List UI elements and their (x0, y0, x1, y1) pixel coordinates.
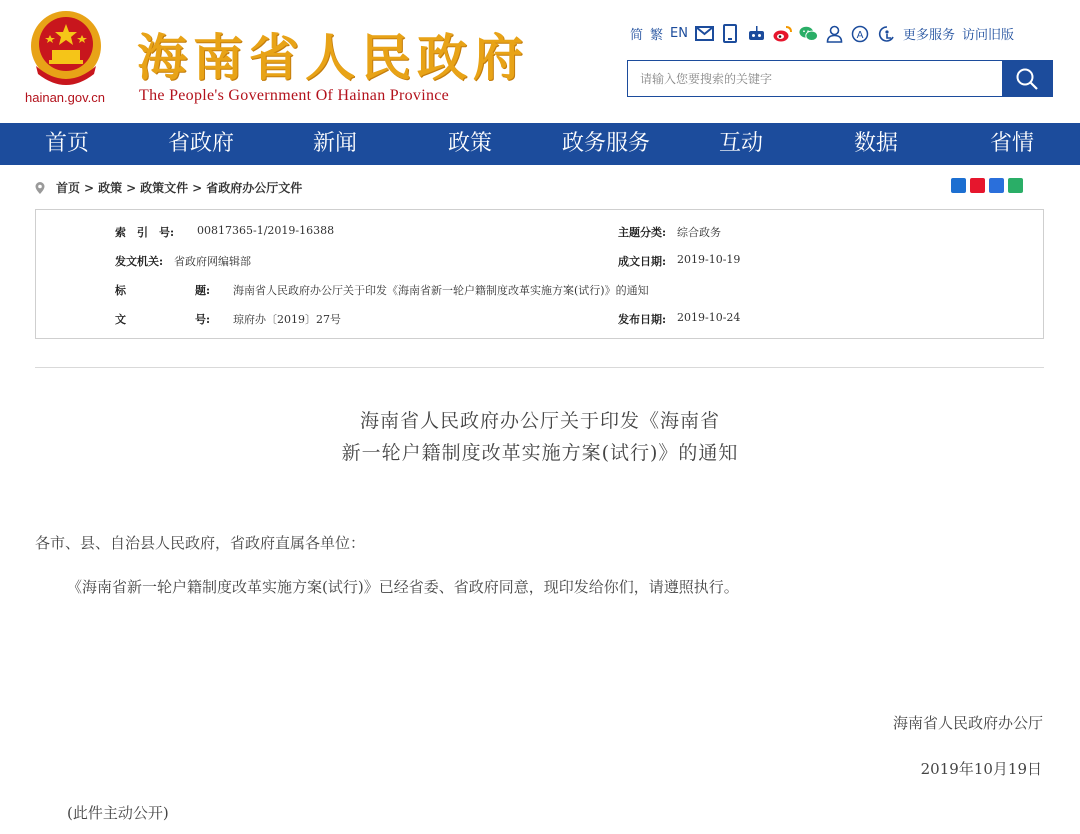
elderly-mode-icon[interactable] (877, 24, 896, 43)
breadcrumb-home[interactable]: 首页 (56, 181, 81, 195)
national-emblem-icon[interactable] (28, 8, 104, 88)
search-icon (1015, 67, 1039, 91)
breadcrumb-separator: > (126, 180, 137, 195)
robot-icon[interactable] (747, 24, 766, 43)
search-input[interactable] (628, 61, 1002, 96)
written-date-value: 2019-10-19 (677, 253, 741, 266)
accessibility-icon[interactable] (851, 24, 870, 43)
share-wechat-icon[interactable] (1008, 178, 1023, 193)
top-toolbar (630, 24, 1014, 43)
mobile-icon[interactable] (721, 24, 740, 43)
nav-item-data[interactable]: 数据 (853, 131, 898, 156)
breadcrumb (34, 179, 302, 196)
mail-icon[interactable] (695, 24, 714, 43)
issuer-value: 省政府网编辑部 (174, 255, 251, 268)
breadcrumb-row (0, 176, 1080, 198)
nav-item-provincial-government[interactable]: 省政府 (167, 131, 234, 156)
doc-number-label-end: 号: (195, 313, 211, 326)
more-services-link[interactable]: 更多服务 (902, 28, 955, 43)
main-nav (0, 123, 1080, 165)
nav-item-policy[interactable]: 政策 (447, 131, 492, 156)
share-renren-icon[interactable] (989, 178, 1004, 193)
breadcrumb-policy-docs[interactable]: 政策文件 (140, 181, 189, 195)
user-icon[interactable] (825, 24, 844, 43)
site-header (0, 0, 1080, 123)
breadcrumb-policy[interactable]: 政策 (98, 181, 123, 195)
nav-item-home[interactable]: 首页 (44, 131, 89, 156)
document-title-line-2: 新一轮户籍制度改革实施方案(试行)》的通知 (341, 442, 739, 464)
title-label-start: 标 (115, 284, 126, 297)
breadcrumb-office-docs[interactable]: 省政府办公厅文件 (206, 181, 303, 195)
title-label-end: 题: (195, 284, 211, 297)
breadcrumb-separator: > (192, 180, 203, 195)
share-qzone-icon[interactable] (951, 178, 966, 193)
location-pin-icon (34, 181, 46, 195)
share-weibo-icon[interactable] (970, 178, 985, 193)
disclosure-note: (此件主动公开) (67, 804, 169, 822)
document-body: 《海南省新一轮户籍制度改革实施方案(试行)》已经省委、省政府同意，现印发给你们，请遵照执行。 (67, 578, 739, 596)
document-signature: 海南省人民政府办公厅 (892, 714, 1043, 732)
title-value: 海南省人民政府办公厅关于印发《海南省新一轮户籍制度改革实施方案(试行)》的通知 (233, 284, 649, 297)
search-bar (627, 60, 1053, 97)
issuer-label: 发文机关: (115, 255, 164, 268)
old-version-link[interactable]: 访问旧版 (962, 28, 1015, 43)
document-salutation: 各市、县、自治县人民政府，省政府直属各单位： (35, 534, 366, 552)
doc-number-label-start: 文 (115, 313, 126, 326)
publish-date-label: 发布日期: (618, 313, 667, 326)
wechat-icon[interactable] (799, 24, 818, 43)
traditional-chinese-link[interactable]: 繁 (650, 28, 664, 43)
nav-item-government-services[interactable]: 政务服务 (561, 131, 650, 156)
index-number-label: 索 引 号: (115, 226, 175, 239)
nav-item-interaction[interactable]: 互动 (718, 131, 763, 156)
svg-text:A: A (857, 29, 864, 41)
nav-item-news[interactable]: 新闻 (312, 131, 357, 156)
share-buttons (951, 178, 1023, 193)
site-title[interactable]: 海南省人民政府 (137, 28, 529, 87)
weibo-icon[interactable] (773, 24, 792, 43)
nav-item-province-info[interactable]: 省情 (989, 131, 1034, 156)
simplified-chinese-link[interactable]: 简 (630, 28, 644, 43)
document-title-line-1: 海南省人民政府办公厅关于印发《海南省 (359, 410, 720, 432)
english-link[interactable]: EN (670, 26, 688, 41)
search-button[interactable] (1002, 61, 1052, 96)
document-info-table (35, 209, 1044, 339)
category-label: 主题分类: (618, 226, 667, 239)
category-value: 综合政务 (677, 226, 721, 239)
doc-number-value: 琼府办〔2019〕27号 (233, 313, 341, 326)
document-date: 2019年10月19日 (920, 760, 1042, 778)
site-subtitle: The People's Government Of Hainan Province (139, 87, 450, 104)
publish-date-value: 2019-10-24 (677, 311, 741, 324)
written-date-label: 成文日期: (618, 255, 667, 268)
breadcrumb-separator: > (84, 180, 95, 195)
site-domain: hainan.gov.cn (25, 90, 105, 105)
index-number-value: 00817365-1/2019-16388 (197, 224, 335, 237)
section-divider (35, 367, 1044, 368)
